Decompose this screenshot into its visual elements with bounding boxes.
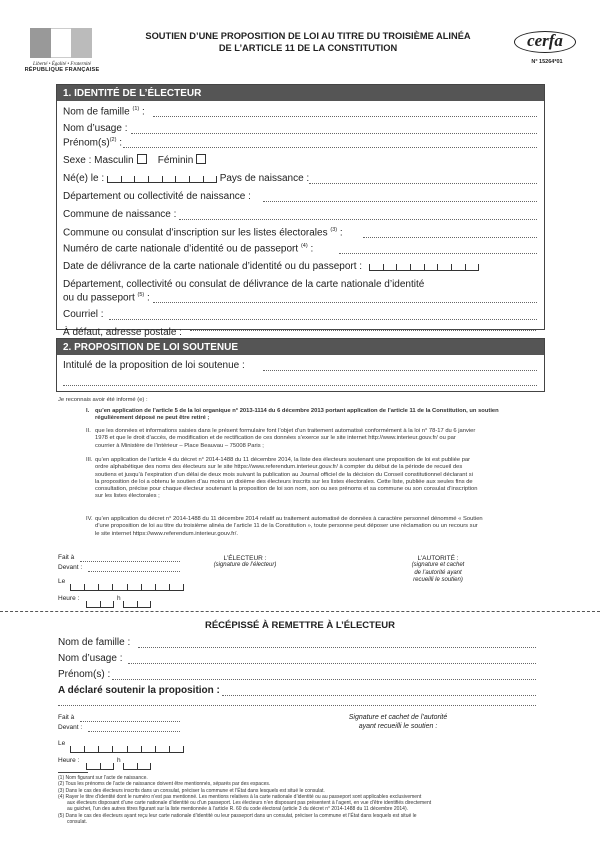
section-identity bbox=[56, 84, 545, 338]
date-deliv-row: Date de délivrance de la carte nationale d’identité ou du passeport : bbox=[63, 261, 479, 272]
courriel-label: Courriel : bbox=[63, 309, 104, 320]
receipt-nom-label: Nom de famille : bbox=[58, 637, 131, 648]
receipt-heure-label: Heure : bbox=[58, 757, 80, 764]
commune-inscr-field[interactable] bbox=[363, 237, 537, 238]
receipt-minute-field[interactable] bbox=[123, 755, 151, 773]
pays-field[interactable] bbox=[309, 183, 537, 184]
autorite-signature[interactable]: L’AUTORITÉ : (signature et cachet de l’autorité ayant recueilli le soutien) bbox=[411, 555, 465, 583]
numero-label: Numéro de carte nationale d’identité ou de passeport $^{(4)}$ : bbox=[63, 243, 314, 255]
nom-field[interactable] bbox=[153, 116, 537, 117]
section-proposition bbox=[56, 338, 545, 392]
dept-label: Département ou collectivité de naissance : bbox=[63, 191, 251, 202]
form-title: SOUTIEN D’UNE PROPOSITION DE LOI AU TITRE DU TROISIÈME ALINÉA DE L’ARTICLE 11 DE LA CONSTITUTION bbox=[145, 31, 471, 53]
usage-label: Nom d’usage : bbox=[63, 123, 128, 134]
checkbox-feminin[interactable] bbox=[196, 154, 206, 164]
dept-deliv-label-1: Département, collectivité ou consulat de délivrance de la carte nationale d’identité bbox=[63, 279, 425, 290]
fait-field[interactable] bbox=[80, 561, 180, 562]
republique-francaise-logo bbox=[22, 28, 102, 73]
receipt-hour-field[interactable] bbox=[86, 755, 114, 773]
dept-field[interactable] bbox=[263, 201, 537, 202]
marianne-logo-icon bbox=[30, 28, 92, 58]
usage-field[interactable] bbox=[131, 133, 537, 134]
receipt-declare-field[interactable] bbox=[222, 695, 536, 696]
electeur-signature[interactable]: L’ÉLECTEUR : (signature de l’électeur) bbox=[213, 555, 277, 568]
footnote-rule bbox=[58, 772, 88, 773]
sign-date-field[interactable] bbox=[70, 576, 184, 594]
fait-label: Fait à bbox=[58, 554, 75, 561]
receipt-declare-label: A déclaré soutenir la proposition : bbox=[58, 685, 220, 696]
statements-intro: Je reconnais avoir été informé (e) : bbox=[58, 397, 148, 403]
receipt-le-label: Le bbox=[58, 740, 66, 747]
receipt-fait-label: Fait à bbox=[58, 714, 75, 721]
heure-label: Heure : bbox=[58, 595, 80, 602]
statement-iii: III. qu’en application de l’article 4 du décret n° 2014-1488 du 11 décembre 2014, la liste des électeurs soutenant une proposition de loi est publiée par ordre alphabétique des noms des électeurs sur le site https://www.referendum.interieur.gouv.fr/ à compter du début de la période de recueil des soutiens et jusqu’à l’expiration d’un délai de deux mois suivant la publication au Journal officiel de la décision du Conseil constitutionnel déclarant si la proposition de loi a obtenu le soutien d’au moins un dixième des électeurs inscrits sur les listes électorales. Cette liste, publiée aux seules fins de consultation, précise pour chaque électeur soutenant la proposition de loi son nom, son ou ses prénoms et sa commune ou son consulat d’inscription sur les listes électorales ; bbox=[86, 457, 478, 500]
courriel-field[interactable] bbox=[109, 319, 537, 320]
checkbox-masculin[interactable] bbox=[137, 154, 147, 164]
devant-field[interactable] bbox=[88, 571, 180, 572]
receipt-devant-label: Devant : bbox=[58, 724, 83, 731]
intitule-label: Intitulé de la proposition de loi soutenue : bbox=[63, 360, 245, 371]
statement-i: I. qu’en application de l’article 5 de la loi organique n° 2013-1114 du 6 décembre 2013 portant application de l’article 11 de la Constitution, un soutien régulièrement déposé ne peut être retiré ; bbox=[86, 408, 499, 422]
adresse-label: À défaut, adresse postale : bbox=[63, 327, 182, 338]
cut-line bbox=[0, 611, 600, 612]
receipt-prenom-label: Prénom(s) : bbox=[58, 669, 111, 680]
statement-ii: II. que les données et informations saisies dans le présent formulaire font l’objet d’un traitement automatisé conformément à la loi n° 78-17 du 6 janvier 1978 et que le droit d’accès, de modification et de rectification de ces données s’exerce sur le site internet http://www.interieur.gouv.fr/ ou par courrier à Ministère de l’intérieur – Place Beauvau – 75008 Paris ; bbox=[86, 428, 476, 449]
sign-minute-field[interactable] bbox=[123, 593, 151, 611]
delivery-date-field[interactable] bbox=[369, 262, 479, 271]
intitule-field[interactable] bbox=[263, 370, 537, 371]
dept-deliv-field[interactable] bbox=[153, 302, 537, 303]
cerfa-number: N° 15264*01 bbox=[531, 59, 563, 65]
numero-field[interactable] bbox=[339, 253, 537, 254]
intitule-field-2[interactable] bbox=[63, 385, 537, 386]
republic-label: RÉPUBLIQUE FRANÇAISE bbox=[24, 67, 100, 73]
devant-label: Devant : bbox=[58, 564, 83, 571]
receipt-nom-field[interactable] bbox=[138, 647, 536, 648]
prenom-label: $Prénom(s)^{(2)}$ : bbox=[63, 137, 122, 149]
receipt-declare-field-2[interactable] bbox=[58, 705, 536, 706]
commune-inscr-label: Commune ou consulat d’inscription sur les listes électorales $^{(3)}$ : bbox=[63, 227, 343, 239]
receipt-usage-label: Nom d’usage : bbox=[58, 653, 123, 664]
commune-field[interactable] bbox=[179, 219, 537, 220]
le-label: Le bbox=[58, 578, 66, 585]
cerfa-logo: cerfa bbox=[514, 31, 576, 53]
receipt-fait-field[interactable] bbox=[80, 721, 180, 722]
footnotes: (1) Nom figurant sur l’acte de naissance. (2) Tous les prénoms de l’acte de naissance doivent être mentionnés, séparés par des espaces. (3) Dans le cas des électeurs inscrits dans un consulat, préciser la commune et l’État dans lesquels est situé le consulat. (4) Rayer le titre d’identité dont le numéro n’est pas mentionné. Les mentions relatives à la carte nationale d’identité ou au passeport sont applicables exclusivement aux électeurs disposant d’une carte nationale d’identité ou d’un passeport. Les électeurs n’en disposant pas présentent à l’agent, en vue d’être identifiés directement au guichet, l’un des autres titres figurant sur la liste mentionnée à l’article R. 60 du code électoral (article 3 du décret n° 2014-1488 du 11 décembre 2014). (5) Dans le cas des électeurs ayant reçu leur carte nationale d’identité ou leur passeport dans un consulat, préciser la commune et l’État dans lesquels est situé le consulat. bbox=[58, 775, 432, 826]
nom-label: Nom de famille $^{(1)}$ : bbox=[63, 106, 145, 118]
section-proposition-title: 2. PROPOSITION DE LOI SOUTENUE bbox=[57, 339, 544, 355]
receipt-date-field[interactable] bbox=[70, 738, 184, 756]
sexe-row: Sexe : Masculin Féminin bbox=[63, 154, 206, 166]
receipt-h-label: h bbox=[117, 757, 121, 764]
motto: Liberté • Égalité • Fraternité bbox=[33, 62, 91, 67]
receipt-usage-field[interactable] bbox=[128, 663, 536, 664]
sign-hour-field[interactable] bbox=[86, 593, 114, 611]
birth-date-field[interactable] bbox=[107, 174, 217, 183]
statement-iv: IV. qu’en application du décret n° 2014-1488 du 11 décembre 2014 relatif au traitement automatisé de données à caractère personnel dénommé « Soutien d’une proposition de loi au titre du troisième alinéa de l’article 11 de la Constitution », toute personne peut déposer une réclamation ou un recours sur le site internet https://www.referendum.interieur.gouv.fr/. bbox=[86, 516, 483, 537]
section-identity-title: 1. IDENTITÉ DE L’ÉLECTEUR bbox=[57, 85, 544, 101]
adresse-field[interactable] bbox=[190, 330, 536, 331]
receipt-title: RÉCÉPISSÉ À REMETTRE À L’ÉLECTEUR bbox=[204, 620, 396, 631]
naissance-row: Né(e) le : Pays de naissance : bbox=[63, 173, 310, 184]
receipt-devant-field[interactable] bbox=[88, 731, 180, 732]
commune-label: Commune de naissance : bbox=[63, 209, 177, 220]
receipt-autorite-signature[interactable]: Signature et cachet de l’autorité ayant recueilli le soutien : bbox=[348, 714, 448, 730]
dept-deliv-label-2: ou du passeport $^{(5)}$ : bbox=[63, 292, 150, 304]
receipt-prenom-field[interactable] bbox=[112, 679, 536, 680]
prenom-field[interactable] bbox=[123, 147, 537, 148]
h-label: h bbox=[117, 595, 121, 602]
